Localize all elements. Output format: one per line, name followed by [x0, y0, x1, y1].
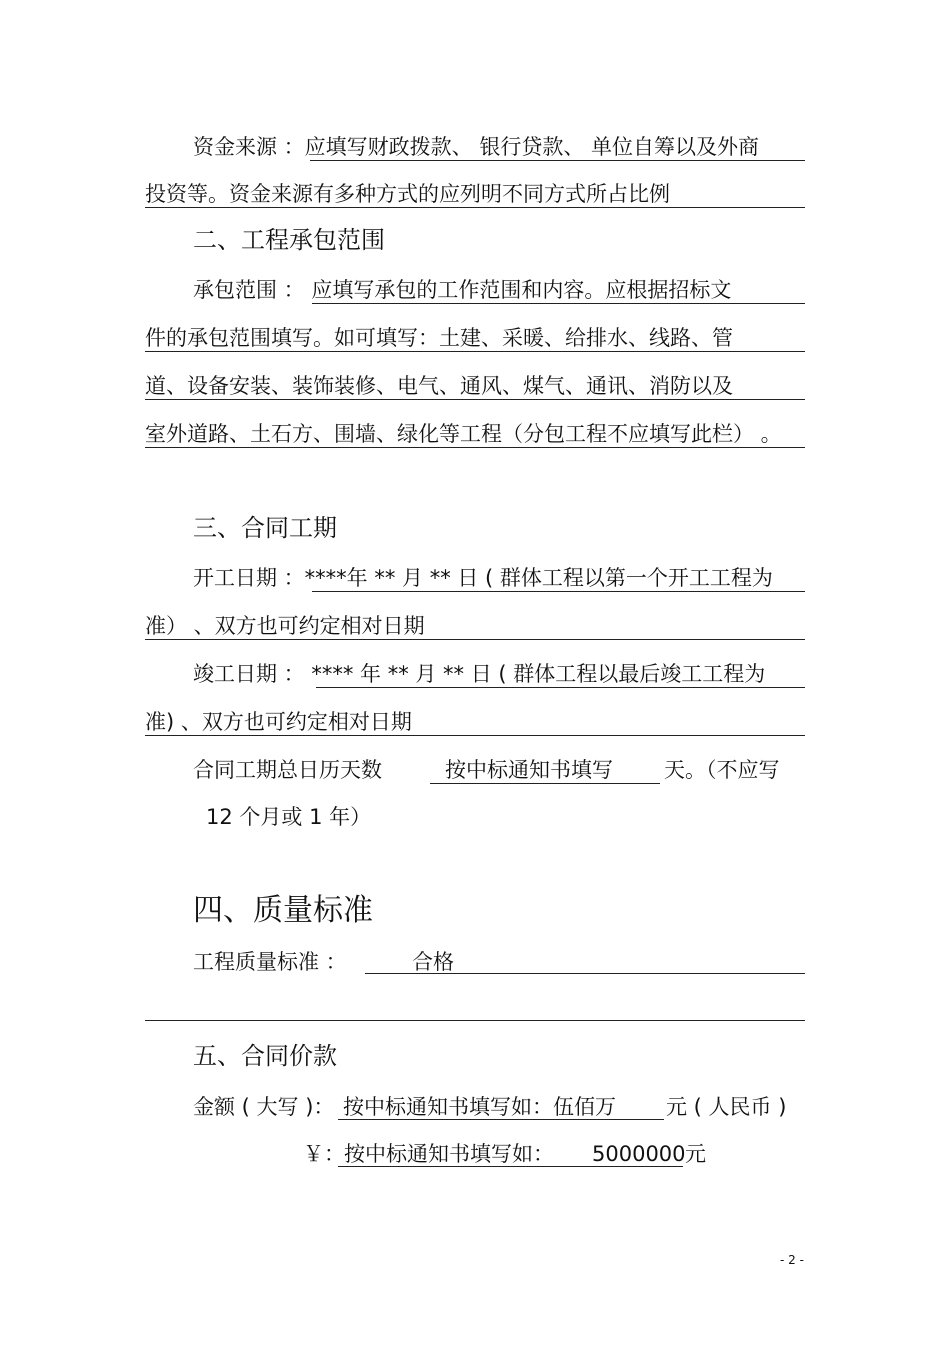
underline	[338, 1119, 664, 1120]
amount-suffix: 元 ( 人民币 )	[666, 1095, 787, 1119]
underline	[145, 639, 805, 640]
scope-line-2: 件的承包范围填写。如可填写：土建、采暖、给排水、线路、管	[145, 326, 733, 350]
section-heading-quality: 四、质量标准	[193, 893, 373, 928]
underline	[312, 591, 805, 592]
yen-number: 5000000	[592, 1142, 686, 1166]
quality-value: 合格	[412, 950, 454, 974]
total-days-suffix: 天。（不应写	[664, 758, 780, 782]
start-date-line-1: 开工日期 ：****年 ** 月 ** 日 ( 群体工程以第一个开工工程为	[193, 566, 773, 590]
section-heading-period: 三、合同工期	[193, 514, 337, 542]
underline	[145, 207, 805, 208]
funding-line-2: 投资等。资金来源有多种方式的应列明不同方式所占比例	[145, 182, 670, 206]
underline	[312, 303, 805, 304]
total-days-note: 12 个月或 1 年）	[206, 805, 372, 829]
underline	[145, 447, 805, 448]
blank-line	[145, 1020, 805, 1021]
yen-suffix: 元	[685, 1142, 706, 1166]
underline	[316, 687, 805, 688]
underline	[145, 351, 805, 352]
start-date-line-2: 准） 、双方也可约定相对日期	[145, 614, 425, 638]
section-heading-price: 五、合同价款	[193, 1042, 337, 1070]
quality-label: 工程质量标准 ：	[193, 950, 347, 974]
total-days-value: 按中标通知书填写	[445, 758, 613, 782]
yen-value: 按中标通知书填写如：	[344, 1142, 554, 1166]
underline	[310, 160, 805, 161]
amount-label: 金额 ( 大写 )：	[193, 1095, 335, 1119]
scope-line-4: 室外道路、土石方、围墙、绿化等工程（分包工程不应填写此栏） 。	[145, 422, 782, 446]
section-heading-scope: 二、工程承包范围	[193, 226, 385, 254]
underline	[145, 735, 805, 736]
underline	[365, 973, 805, 974]
amount-value: 按中标通知书填写如：伍佰万	[343, 1095, 616, 1119]
funding-line-1: 资金来源 ：应填写财政拨款、 银行贷款、 单位自筹以及外商	[193, 135, 760, 159]
page-number: - 2 -	[780, 1253, 804, 1267]
yen-label: ￥：	[303, 1142, 345, 1166]
underline	[430, 783, 660, 784]
underline	[338, 1166, 683, 1167]
end-date-line-1: 竣工日期 ： **** 年 ** 月 ** 日 ( 群体工程以最后竣工工程为	[193, 662, 766, 686]
scope-line-1: 承包范围 ： 应填写承包的工作范围和内容。应根据招标文	[193, 278, 732, 302]
scope-line-3: 道、设备安装、装饰装修、电气、通风、煤气、通讯、消防以及	[145, 374, 733, 398]
total-days-label: 合同工期总日历天数	[193, 758, 382, 782]
underline	[145, 399, 805, 400]
end-date-line-2: 准) 、双方也可约定相对日期	[145, 710, 412, 734]
